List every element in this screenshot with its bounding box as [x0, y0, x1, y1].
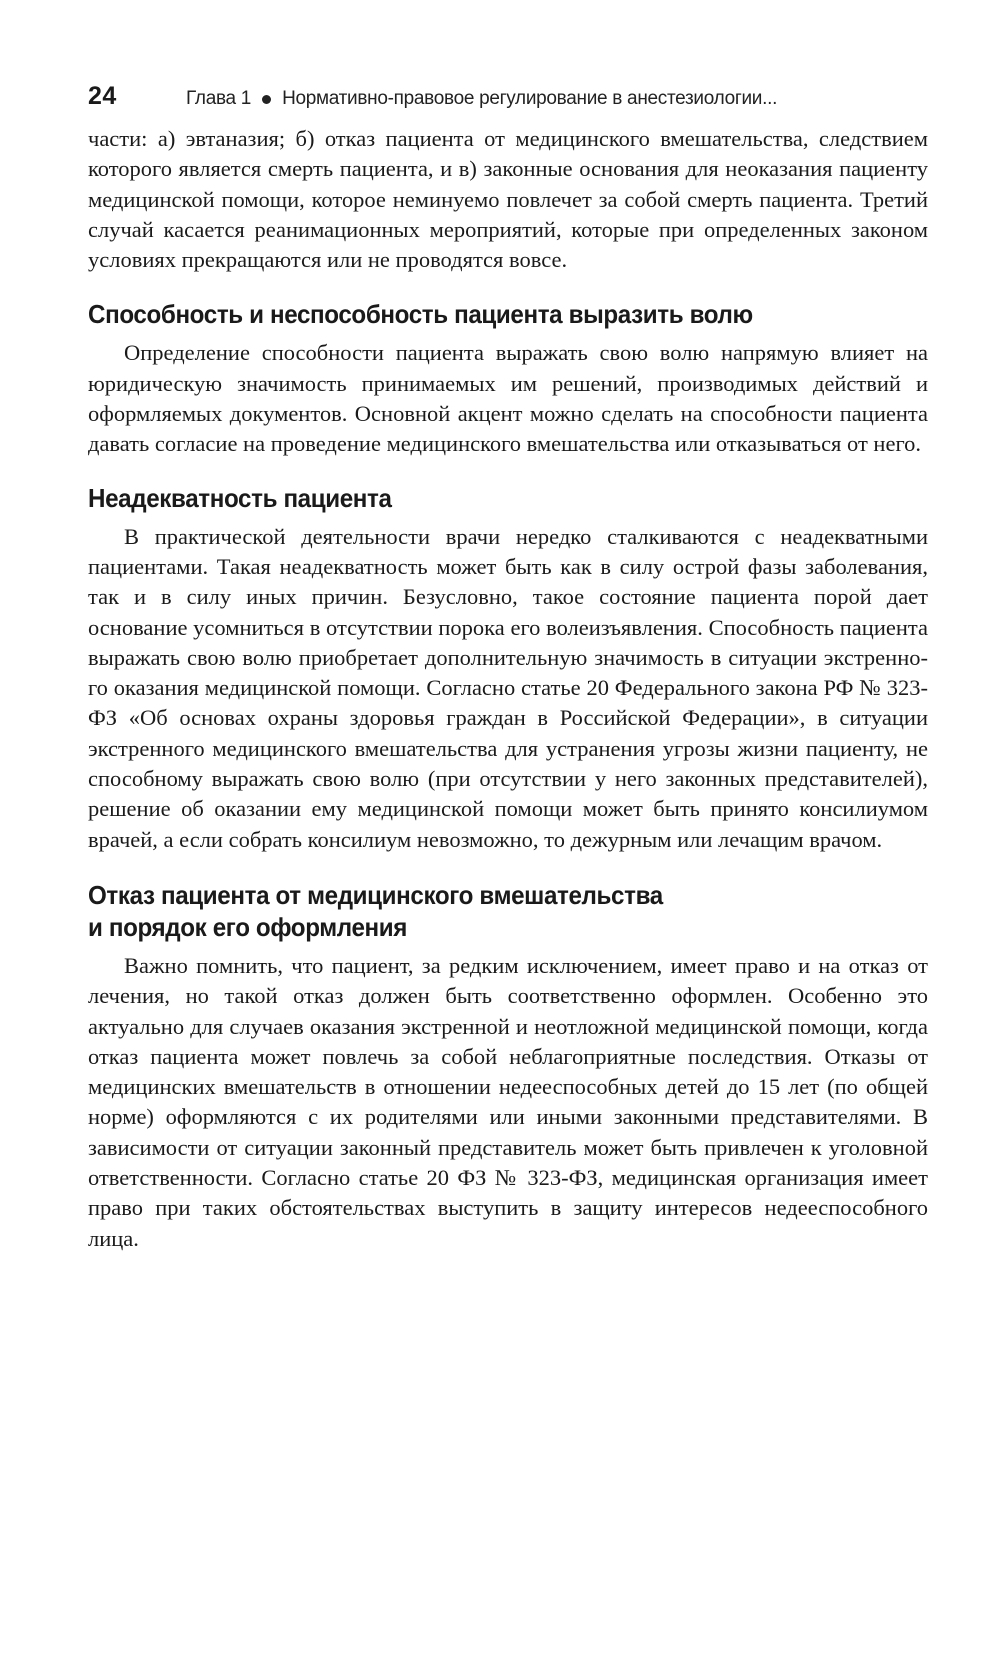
section-heading-refusal-line-1: Отказ пациента от медицинского вмешательства: [88, 879, 663, 910]
section-heading-inadequacy: Неадекватность пациента: [88, 482, 392, 513]
chapter-title: Нормативно-правовое регулирование в анестезиологии...: [282, 88, 778, 109]
bullet-separator-icon: [262, 95, 271, 104]
running-header: [88, 82, 928, 122]
book-page: [88, 82, 928, 1254]
section-heading-refusal: [88, 879, 869, 943]
section-heading-refusal-line-2: и порядок его оформления: [88, 911, 408, 942]
intro-paragraph: части: а) эвтаназия; б) отказ пациента от медицинского вмешательства, следствием которого является смерть пациента, и в) законные основания для неоказания пациенту медицинской помощи, которое неминуемо повлечет за собой смерть пациента. Третий случай касается реанимационных мероприятий, которые при определенных законом условиях прекращаются или не проводятся вовсе.: [88, 126, 928, 273]
section-paragraph-inadequacy: В практической деятельности врачи нередко сталкиваются с неадекватными пациентами. Такая неадекватность может быть как в силу острой фазы заболевания, так и в силу иных причин. Безусловно, такое состояние пациента порой дает основание усомниться в отсутствии порока его волеизъявления. Способность пациента выражать свою волю приобретает дополнительную значимость в ситуации экстренного оказания медицинской помощи. Согласно статье 20 Федерального закона РФ № 323-ФЗ «Об основах охраны здоровья граждан в Российской Федерации», в ситуации экстренного медицинского вмешательства для устранения угрозы жизни пациенту, не способному выражать свою волю (при отсутствии у него законных представителей), решение об оказании ему медицинской помощи может быть принято консилиумом врачей, а если собрать консилиум невозможно, то дежурным или лечащим врачом.: [88, 523, 928, 852]
section-paragraph-refusal: Важно помнить, что пациент, за редким исключением, имеет право и на отказ от лечения, но такой отказ должен быть соответственно оформлен. Особенно это актуально для случаев оказания экстренной и неотложной медицинской помощи, когда отказ пациента может повлечь за собой неблагоприятные последствия. Отказы от медицинских вмешательств в отношении недееспособных детей до 15 лет (по общей норме) оформляются с их родителями или иными законными представителями. В зависимости от ситуации законный представитель может быть привлечен к уголовной ответственности. Согласно статье 20 ФЗ № 323-ФЗ, медицинская организация имеет право при таких обстоятельствах выступить в защиту интересов недееспособного лица.: [88, 952, 928, 1251]
section-paragraph-capacity: Определение способности пациента выражать свою волю напрямую влияет на юридическую значимость принимаемых им решений, производимых действий и оформляемых документов. Основной акцент можно сделать на способности пациента давать согласие на проведение медицинского вмешательства или отказываться от него.: [88, 340, 928, 457]
chapter-label: Глава 1: [186, 88, 252, 109]
section-heading-capacity: Способность и неспособность пациента выразить волю: [88, 299, 753, 330]
page-number: 24: [88, 82, 117, 110]
